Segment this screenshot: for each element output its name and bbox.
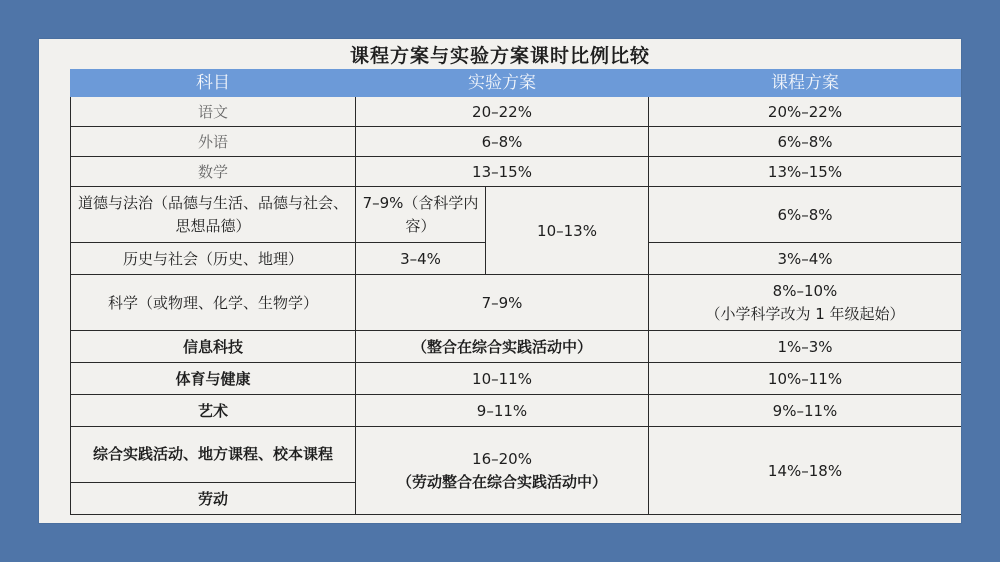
experiment-note: （劳动整合在综合实践活动中） bbox=[396, 472, 607, 491]
table-row bbox=[71, 157, 962, 187]
table-row bbox=[71, 331, 962, 363]
experiment-combined-cell: 10–13% bbox=[486, 187, 649, 275]
curriculum-value: 8%–10% bbox=[772, 281, 838, 300]
header-curriculum: 课程方案 bbox=[649, 70, 962, 97]
experiment-cell bbox=[356, 427, 649, 515]
subject-cell: 劳动 bbox=[71, 483, 356, 515]
curriculum-cell: 6%–8% bbox=[649, 187, 962, 243]
document-page bbox=[39, 39, 961, 523]
subject-cell: 综合实践活动、地方课程、校本课程 bbox=[71, 427, 356, 483]
subject-cell: 数学 bbox=[71, 157, 356, 187]
experiment-cell: 7–9% bbox=[356, 275, 649, 331]
curriculum-cell: 9%–11% bbox=[649, 395, 962, 427]
table-row bbox=[71, 395, 962, 427]
subject-cell: 道德与法治（品德与生活、品德与社会、思想品德） bbox=[71, 187, 356, 243]
subject-cell: 艺术 bbox=[71, 395, 356, 427]
experiment-cell: 6–8% bbox=[356, 127, 649, 157]
experiment-cell: 7–9%（含科学内容） bbox=[356, 187, 486, 243]
experiment-cell: 20–22% bbox=[356, 97, 649, 127]
experiment-cell: 13–15% bbox=[356, 157, 649, 187]
header-subject: 科目 bbox=[71, 70, 356, 97]
curriculum-cell: 6%–8% bbox=[649, 127, 962, 157]
table-row bbox=[71, 275, 962, 331]
subject-cell: 语文 bbox=[71, 97, 356, 127]
curriculum-cell: 1%–3% bbox=[649, 331, 962, 363]
curriculum-cell bbox=[649, 275, 962, 331]
experiment-cell: （整合在综合实践活动中） bbox=[356, 331, 649, 363]
table-row bbox=[71, 427, 962, 483]
subject-cell: 历史与社会（历史、地理） bbox=[71, 243, 356, 275]
curriculum-cell: 3%–4% bbox=[649, 243, 962, 275]
page-title: 课程方案与实验方案课时比例比较 bbox=[349, 45, 650, 67]
comparison-table bbox=[70, 69, 961, 515]
subject-cell: 科学（或物理、化学、生物学） bbox=[71, 275, 356, 331]
table-row bbox=[71, 363, 962, 395]
experiment-cell: 9–11% bbox=[356, 395, 649, 427]
header-experiment: 实验方案 bbox=[356, 70, 649, 97]
curriculum-cell: 20%–22% bbox=[649, 97, 962, 127]
experiment-cell: 10–11% bbox=[356, 363, 649, 395]
subject-cell: 体育与健康 bbox=[71, 363, 356, 395]
table-row bbox=[71, 187, 962, 243]
curriculum-note: （小学科学改为 1 年级起始） bbox=[705, 304, 905, 323]
table-row bbox=[71, 97, 962, 127]
curriculum-cell: 14%–18% bbox=[649, 427, 962, 515]
table-row bbox=[71, 127, 962, 157]
subject-cell: 外语 bbox=[71, 127, 356, 157]
curriculum-cell: 13%–15% bbox=[649, 157, 962, 187]
experiment-value: 16–20% bbox=[472, 449, 532, 468]
header-row bbox=[71, 70, 962, 97]
experiment-cell: 3–4% bbox=[356, 243, 486, 275]
subject-cell: 信息科技 bbox=[71, 331, 356, 363]
curriculum-cell: 10%–11% bbox=[649, 363, 962, 395]
